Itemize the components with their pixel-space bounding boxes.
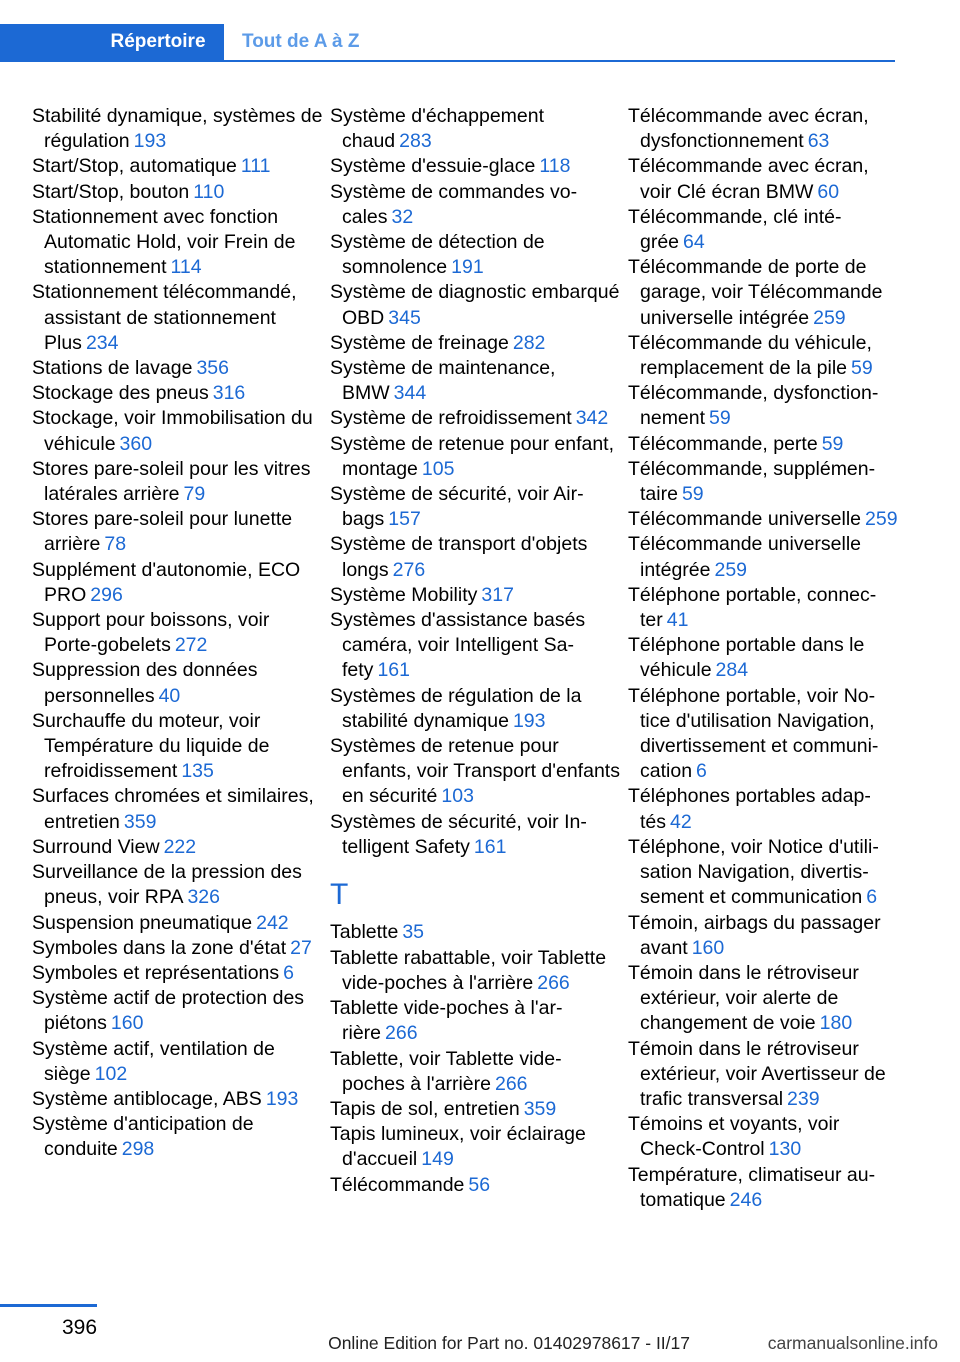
index-entry	[628, 381, 898, 431]
page-link[interactable]: 193	[133, 130, 167, 153]
index-entry	[330, 230, 622, 280]
index-term: Télécommande du véhicule, remplacement de la pile	[628, 331, 872, 380]
index-entry	[330, 1097, 622, 1122]
page-link[interactable]: 40	[158, 684, 181, 707]
index-term: Stores pare-soleil pour les vitres latérales arrière	[32, 457, 311, 506]
index-entry	[32, 709, 324, 785]
index-term: Surfaces chromées et similaires, entretien	[32, 785, 314, 833]
index-entry	[330, 1047, 622, 1097]
page-link[interactable]: 35	[402, 921, 425, 944]
page-link[interactable]: 266	[537, 971, 570, 994]
index-entry	[330, 1122, 622, 1172]
index-term: Symboles et représentations	[32, 961, 280, 984]
index-term: Système Mobility	[330, 583, 478, 606]
index-entry	[32, 936, 324, 961]
page-link[interactable]: 193	[265, 1087, 299, 1110]
index-entry	[330, 180, 622, 230]
page-link[interactable]: 60	[817, 180, 840, 203]
page-link[interactable]: 130	[768, 1138, 802, 1161]
index-term: Systèmes d'assistance basés caméra, voir Intelligent Safety	[330, 609, 586, 682]
index-entry	[330, 356, 622, 406]
page-link[interactable]: 317	[481, 583, 514, 606]
page-link[interactable]: 283	[399, 130, 432, 153]
index-term: Télécommande de porte de garage, voir Télécommande universelle intégrée	[628, 256, 883, 329]
index-term: Stations de lavage	[32, 357, 193, 380]
page-link[interactable]: 326	[187, 886, 220, 909]
index-term: Tablette	[330, 921, 399, 944]
watermark: carmanualsonline.info	[767, 1333, 938, 1353]
index-entry	[32, 205, 324, 281]
page-link[interactable]: 359	[523, 1097, 557, 1120]
page-link[interactable]: 27	[290, 936, 312, 959]
index-term: Système de détection de somnolence	[330, 231, 545, 279]
index-term: Système actif, ventilation de siège	[32, 1037, 275, 1085]
header-rule	[0, 60, 895, 62]
index-term: Téléphone portable dans le véhicule	[628, 634, 865, 682]
index-entry	[330, 734, 622, 810]
index-term: Télécommande, clé intégrée	[628, 205, 842, 254]
index-term: Symboles dans la zone d'état	[32, 936, 287, 959]
index-term: Témoin dans le rétroviseur extérieur, voir Avertisseur de trafic transversal	[628, 1037, 886, 1110]
index-term: Télécommande avec écran, dysfonctionnement	[628, 105, 869, 153]
index-entry	[330, 608, 622, 684]
index-entry	[628, 331, 898, 381]
index-entry	[628, 633, 898, 683]
page-link[interactable]: 222	[163, 835, 197, 858]
index-term: Supplément d'autonomie, ECO PRO	[32, 558, 301, 606]
index-entry	[330, 1173, 622, 1198]
index-entry	[628, 684, 898, 785]
index-entry	[628, 1163, 898, 1213]
index-term: Stockage, voir Immobilisation du véhicule	[32, 407, 313, 455]
index-entry	[330, 280, 622, 330]
index-term: Télécommande avec écran, voir Clé écran BMW	[628, 155, 869, 203]
index-entry	[628, 1112, 898, 1162]
index-term: Système de diagnostic embarqué OBD	[330, 281, 620, 329]
index-entry	[628, 255, 898, 331]
index-entry	[628, 583, 898, 633]
index-term: Start/Stop, bouton	[32, 180, 190, 203]
index-term: Télécommande universelle intégrée	[628, 533, 862, 581]
index-entry	[628, 532, 898, 582]
page-link[interactable]: 234	[85, 331, 119, 354]
index-term: Télécommande, dysfonctionnement	[628, 382, 879, 430]
index-term: Témoins et voyants, voir Check-Control	[628, 1113, 840, 1161]
page-link[interactable]: 114	[170, 256, 202, 279]
page-link[interactable]: 266	[385, 1022, 418, 1045]
index-term: Système de maintenance, BMW	[330, 357, 556, 405]
index-term: Système de sécurité, voir Airbags	[330, 483, 584, 531]
page-link[interactable]: 6	[696, 760, 707, 783]
index-term: Stabilité dynamique, systèmes de régulation	[32, 105, 323, 153]
index-entry	[628, 835, 898, 911]
index-term: Système de refroidissement	[330, 407, 572, 430]
index-term: Surround View	[32, 835, 160, 858]
page-link[interactable]: 110	[193, 180, 225, 203]
index-entry	[32, 356, 324, 381]
index-term: Système de transport d'objets longs	[330, 533, 588, 581]
page-link[interactable]: 282	[512, 331, 546, 354]
page-link[interactable]: 266	[494, 1072, 528, 1095]
index-term: Tablette, voir Tablette vide-poches à l'arrière	[330, 1047, 562, 1095]
index-entry	[330, 154, 622, 179]
page-link[interactable]: 160	[110, 1012, 144, 1035]
index-term: Surchauffe du moteur, voir Température du liquide de refroidissement	[32, 709, 270, 783]
tab-repertoire-label: Répertoire	[110, 31, 206, 52]
page-link[interactable]: 135	[181, 760, 214, 783]
page-link[interactable]: 41	[666, 609, 689, 632]
index-term: Témoin, airbags du passager avant	[628, 911, 881, 959]
index-entry	[628, 104, 898, 154]
index-term: Système d'essuie-glace	[330, 155, 536, 178]
page-link[interactable]: 298	[121, 1138, 155, 1161]
page-link[interactable]: 246	[729, 1188, 763, 1211]
index-term: Tablette rabattable, voir Tablette vide-poches à l'arrière	[330, 946, 607, 994]
page-link[interactable]: 276	[392, 558, 426, 581]
index-entry	[628, 784, 898, 834]
page-link[interactable]: 161	[377, 659, 410, 682]
index-entry	[32, 406, 324, 456]
page-link[interactable]: 149	[421, 1148, 454, 1171]
page-link[interactable]: 316	[212, 382, 246, 405]
index-entry	[32, 180, 324, 205]
page-link[interactable]: 193	[512, 709, 546, 732]
page-link[interactable]: 272	[174, 634, 208, 657]
index-term: Téléphones portables adaptés	[628, 785, 871, 833]
index-entry	[628, 507, 898, 532]
index-entry	[32, 1112, 324, 1162]
page-link[interactable]: 32	[391, 205, 414, 228]
index-entry	[330, 996, 622, 1046]
index-column-1	[32, 104, 324, 1163]
index-entry	[330, 331, 622, 356]
page-number: 396	[62, 1316, 98, 1339]
page-link[interactable]: 6	[866, 886, 878, 909]
index-entry	[32, 558, 324, 608]
index-entry	[330, 532, 622, 582]
footer-rule	[0, 1304, 97, 1307]
index-term: Stationnement télécommandé, assistant de stationnement Plus	[32, 281, 297, 354]
index-entry	[330, 406, 622, 431]
index-entry	[628, 457, 898, 507]
page-link[interactable]: 59	[821, 432, 844, 455]
page-link[interactable]: 157	[388, 508, 421, 531]
index-column-3	[628, 104, 898, 1213]
index-term: Température, climatiseur automatique	[628, 1163, 876, 1211]
edition-note: Online Edition for Part no. 01402978617 - II/17	[328, 1333, 690, 1353]
page-link[interactable]: 6	[283, 961, 294, 984]
index-entry	[628, 1037, 898, 1113]
index-term: Télécommande, perte	[628, 432, 818, 455]
index-entry	[628, 154, 898, 204]
page-link[interactable]: 284	[715, 659, 749, 682]
page-link[interactable]: 259	[865, 508, 898, 531]
index-entry	[32, 961, 324, 986]
page-link[interactable]: 191	[451, 256, 484, 279]
index-term: Système actif de protection des piétons	[32, 987, 305, 1035]
index-entry	[32, 507, 324, 557]
page-link[interactable]: 259	[813, 306, 846, 329]
page-link[interactable]: 63	[807, 130, 830, 153]
page-link[interactable]: 59	[851, 357, 873, 380]
index-term: Système de freinage	[330, 331, 509, 354]
index-entry	[32, 457, 324, 507]
index-term: Téléphone, voir Notice d'utilisation Navigation, divertissement et communication	[628, 835, 879, 909]
index-entry	[32, 784, 324, 834]
index-entry	[330, 104, 622, 154]
index-entry	[32, 1037, 324, 1087]
page-link[interactable]: 296	[90, 583, 123, 606]
index-entry	[32, 1087, 324, 1112]
page-link[interactable]: 102	[94, 1062, 128, 1085]
index-entry	[628, 911, 898, 961]
section-letter: T	[330, 878, 349, 912]
index-term: Téléphone portable, voir Notice d'utilisation Navigation, divertissement et communication	[628, 684, 879, 783]
page-link[interactable]: 359	[123, 810, 157, 833]
index-term: Tablette vide-poches à l'arrière	[330, 997, 563, 1045]
page-link[interactable]: 180	[819, 1012, 853, 1035]
index-entry	[32, 835, 324, 860]
index-entry	[32, 608, 324, 658]
index-entry	[32, 104, 324, 154]
page-link[interactable]: 344	[393, 382, 427, 405]
index-entry	[330, 583, 622, 608]
index-term: Système d'échappement chaud	[330, 105, 545, 153]
index-entry	[32, 381, 324, 406]
page-link[interactable]: 239	[787, 1087, 820, 1110]
index-term: Start/Stop, automatique	[32, 155, 237, 178]
index-entry	[32, 280, 324, 356]
index-term: Système de commandes vocales	[330, 180, 578, 228]
index-term: Stockage des pneus	[32, 382, 209, 405]
index-term: Support pour boissons, voir Porte-gobelets	[32, 609, 270, 657]
index-term: Systèmes de régulation de la stabilité dynamique	[330, 684, 582, 732]
page-link[interactable]: 42	[670, 810, 692, 833]
index-entry	[32, 658, 324, 708]
index-entry	[330, 810, 622, 860]
index-entry	[628, 432, 898, 457]
page-link[interactable]: 161	[473, 835, 507, 858]
index-term: Télécommande	[330, 1173, 465, 1196]
page-link[interactable]: 111	[240, 155, 271, 178]
header-bar	[0, 0, 895, 62]
page-link[interactable]: 56	[468, 1173, 491, 1196]
page-link[interactable]: 118	[539, 155, 571, 178]
index-term: Suspension pneumatique	[32, 911, 253, 934]
page-link[interactable]: 356	[196, 357, 229, 380]
page-link[interactable]: 242	[256, 911, 289, 934]
page-link[interactable]: 105	[421, 457, 455, 480]
index-term: Stationnement avec fonction Automatic Hold, voir Frein de stationnement	[32, 205, 296, 279]
index-entry	[330, 432, 622, 482]
index-entry	[330, 482, 622, 532]
index-entry	[32, 860, 324, 910]
page-link[interactable]: 78	[104, 533, 127, 556]
index-term: Téléphone portable, connecter	[628, 583, 877, 632]
index-column-2	[330, 104, 622, 1198]
page-link[interactable]: 342	[575, 407, 609, 430]
index-term: Systèmes de retenue pour enfants, voir Transport d'enfants en sécurité	[330, 735, 620, 808]
index-term: Télécommande, supplémentaire	[628, 457, 876, 506]
index-entry	[32, 154, 324, 179]
index-entry	[628, 205, 898, 255]
index-term: Télécommande universelle	[628, 508, 862, 531]
index-term: Suppression des données personnelles	[32, 659, 258, 707]
page-link[interactable]: 160	[691, 936, 725, 959]
index-term: Tapis lumineux, voir éclairage d'accueil	[330, 1123, 586, 1171]
tab-repertoire[interactable]	[0, 24, 224, 60]
index-entry	[330, 946, 622, 996]
index-entry	[330, 684, 622, 734]
index-term: Tapis de sol, entretien	[330, 1097, 520, 1120]
index-term: Système d'anticipation de conduite	[32, 1113, 254, 1161]
index-term: Stores pare-soleil pour lunette arrière	[32, 508, 293, 556]
page-link[interactable]: 59	[681, 483, 704, 506]
index-entry	[330, 920, 622, 945]
index-term: Système de retenue pour enfant, montage	[330, 432, 615, 480]
page-link[interactable]: 59	[709, 407, 731, 430]
index-term: Témoin dans le rétroviseur extérieur, voir alerte de changement de voie	[628, 961, 859, 1035]
page-link[interactable]: 345	[388, 306, 421, 329]
page-link[interactable]: 103	[441, 785, 474, 808]
index-term: Surveillance de la pression des pneus, voir RPA	[32, 861, 302, 909]
page-link[interactable]: 259	[714, 558, 748, 581]
page-link[interactable]: 64	[683, 231, 705, 254]
index-entry	[628, 961, 898, 1037]
page-link[interactable]: 360	[119, 432, 153, 455]
index-entry	[32, 986, 324, 1036]
tab-a-z[interactable]: Tout de A à Z	[224, 24, 360, 60]
index-term: Système antiblocage, ABS	[32, 1087, 262, 1110]
page-link[interactable]: 79	[183, 483, 206, 506]
index-term: Systèmes de sécurité, voir Intelligent Safety	[330, 810, 587, 858]
index-entry	[32, 911, 324, 936]
